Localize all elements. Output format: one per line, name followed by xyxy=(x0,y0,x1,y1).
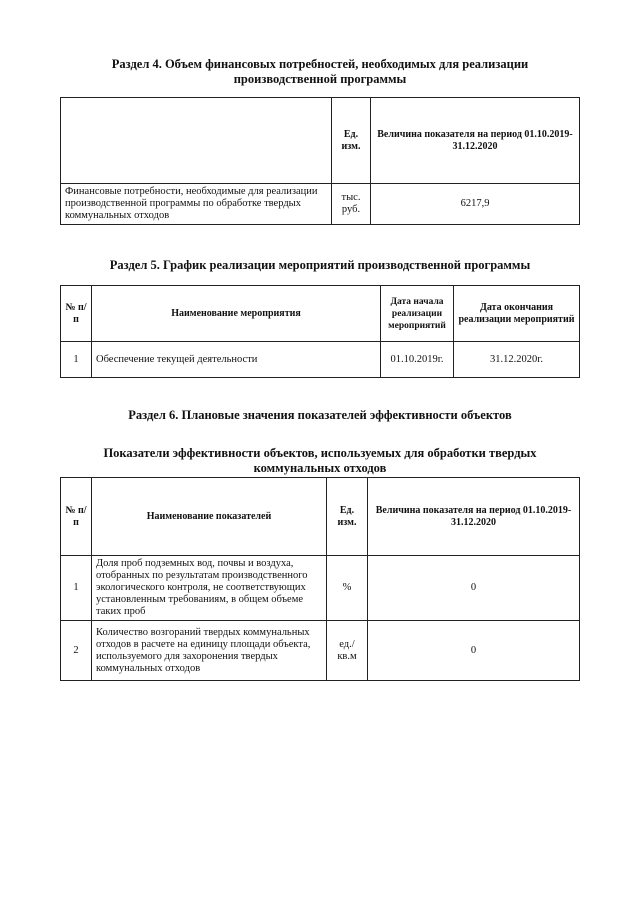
header-blank xyxy=(61,98,332,184)
table-header-row xyxy=(61,98,580,184)
row-start: 01.10.2019г. xyxy=(381,342,454,378)
row-value: 0 xyxy=(368,556,580,621)
header-value: Величина показателя на период 01.10.2019-31.12.2020 xyxy=(368,478,580,556)
row-num: 2 xyxy=(61,621,92,681)
header-unit: Ед. изм. xyxy=(327,478,368,556)
table-row xyxy=(61,621,580,681)
table-row xyxy=(61,184,580,225)
row-name: Обеспечение текущей деятельности xyxy=(92,342,381,378)
table-header-row xyxy=(61,286,580,342)
header-name: Наименование показателей xyxy=(92,478,327,556)
table-header-row xyxy=(61,478,580,556)
row-unit: ед./кв.м xyxy=(327,621,368,681)
row-name: Финансовые потребности, необходимые для реализации производственной программы по обработке твердых коммунальных отходов xyxy=(61,184,332,225)
header-end: Дата окончания реализации мероприятий xyxy=(454,286,580,342)
row-unit: % xyxy=(327,556,368,621)
section6-table xyxy=(60,477,580,681)
header-unit: Ед. изм. xyxy=(332,98,371,184)
header-start: Дата начала реализации мероприятий xyxy=(381,286,454,342)
row-num: 1 xyxy=(61,342,92,378)
section5-title: Раздел 5. График реализации мероприятий производственной программы xyxy=(109,258,531,272)
table-row xyxy=(61,556,580,621)
header-value: Величина показателя на период 01.10.2019-31.12.2020 xyxy=(371,98,580,184)
row-end: 31.12.2020г. xyxy=(454,342,580,378)
section5-table xyxy=(60,285,580,378)
header-num: № п/п xyxy=(61,286,92,342)
row-unit: тыс. руб. xyxy=(332,184,371,225)
section4-title: Раздел 4. Объем финансовых потребностей, необходимых для реализации производственной программы xyxy=(111,57,529,86)
section6-title: Раздел 6. Плановые значения показателей эффективности объектов xyxy=(128,408,512,422)
section4-table xyxy=(60,97,580,225)
section6-subtitle: Показатели эффективности объектов, используемых для обработки твердых коммунальных отходов xyxy=(103,446,537,475)
header-num: № п/п xyxy=(61,478,92,556)
row-name: Количество возгораний твердых коммунальных отходов в расчете на единицу площади объекта, используемого для захоронения твердых коммунальных отходов xyxy=(92,621,327,681)
row-value: 0 xyxy=(368,621,580,681)
row-name: Доля проб подземных вод, почвы и воздуха, отобранных по результатам производственного экологического контроля, не соответствующих установленным требованиям, в общем объеме таких проб xyxy=(92,556,327,621)
row-num: 1 xyxy=(61,556,92,621)
header-name: Наименование мероприятия xyxy=(92,286,381,342)
table-row xyxy=(61,342,580,378)
row-value: 6217,9 xyxy=(371,184,580,225)
